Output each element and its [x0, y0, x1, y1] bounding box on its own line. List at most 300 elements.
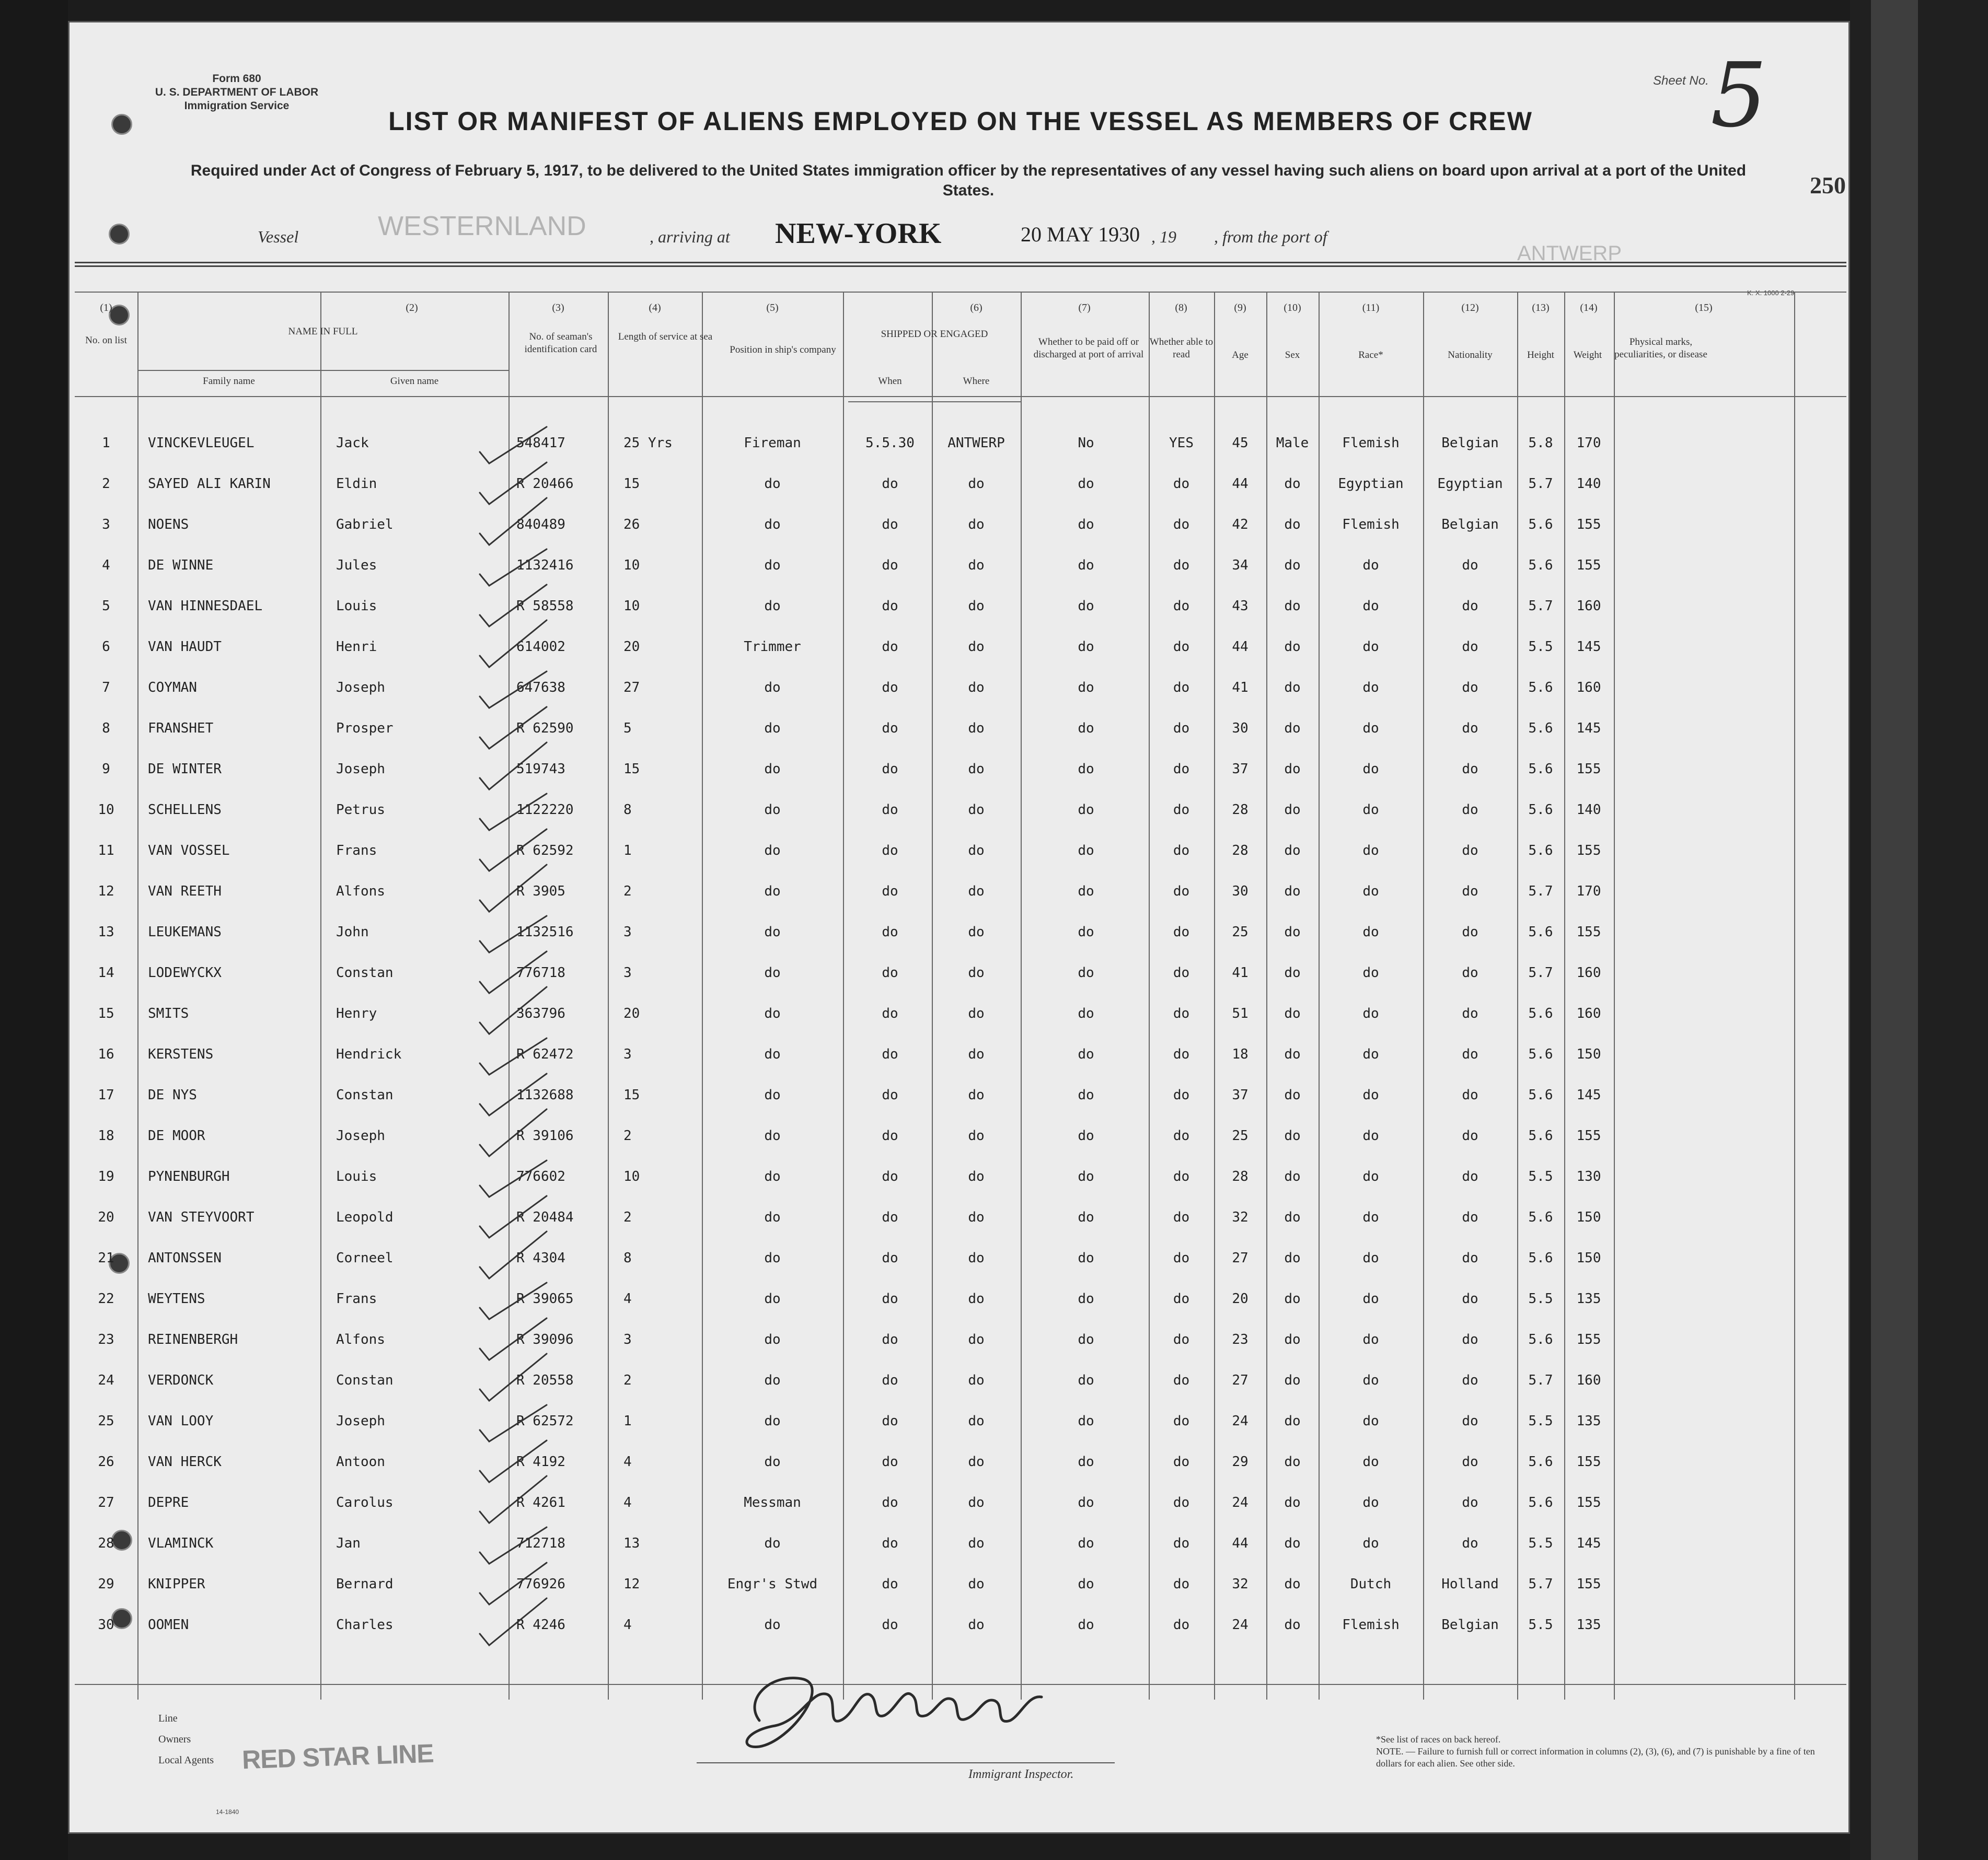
engaged-where: do — [968, 802, 985, 818]
weight: 135 — [1576, 1617, 1601, 1633]
id-card-number: 776718 — [516, 965, 565, 981]
id-card-number: 363796 — [516, 1006, 565, 1021]
nationality: Belgian — [1441, 517, 1499, 532]
given-name: Joseph — [336, 761, 385, 777]
paid-off: do — [1078, 843, 1094, 858]
header-shipped-engaged: SHIPPED OR ENGAGED — [881, 329, 988, 340]
able-to-read: do — [1173, 802, 1190, 818]
paid-off: do — [1078, 802, 1094, 818]
able-to-read: do — [1173, 1617, 1190, 1633]
row-number: 21 — [98, 1250, 114, 1266]
service-length: 3 — [623, 1332, 632, 1347]
paid-off: do — [1078, 884, 1094, 899]
check-mark — [480, 829, 547, 871]
height: 5.7 — [1528, 884, 1553, 899]
able-to-read: do — [1173, 1332, 1190, 1347]
nationality: do — [1462, 1413, 1478, 1429]
race: do — [1362, 1454, 1379, 1470]
given-name: Henri — [336, 639, 377, 655]
height: 5.6 — [1528, 1087, 1553, 1103]
paid-off: do — [1078, 1576, 1094, 1592]
sex: do — [1284, 924, 1301, 940]
row-number: 26 — [98, 1454, 114, 1470]
ship-position: do — [764, 1128, 781, 1144]
service-length: 1 — [623, 843, 632, 858]
paid-off: do — [1078, 1291, 1094, 1307]
race: do — [1362, 965, 1379, 981]
handwritten-check-marks — [75, 292, 1846, 1700]
weight: 135 — [1576, 1291, 1601, 1307]
sex: do — [1284, 1250, 1301, 1266]
engaged-when: do — [882, 1128, 898, 1144]
height: 5.5 — [1528, 1617, 1553, 1633]
family-name: WEYTENS — [148, 1291, 205, 1307]
race: do — [1362, 1047, 1379, 1062]
height: 5.6 — [1528, 680, 1553, 695]
weight: 150 — [1576, 1210, 1601, 1225]
engaged-where: do — [968, 476, 985, 492]
paid-off: do — [1078, 1169, 1094, 1184]
column-number: (8) — [1175, 302, 1187, 313]
ship-position: do — [764, 1617, 781, 1633]
header-position: Position in ship's company — [730, 344, 836, 355]
owners-label: Owners — [158, 1734, 191, 1745]
family-name: LODEWYCKX — [148, 965, 222, 981]
given-name: Hendrick — [336, 1047, 402, 1062]
able-to-read: do — [1173, 1128, 1190, 1144]
check-mark — [480, 549, 547, 586]
height: 5.6 — [1528, 1006, 1553, 1021]
nationality: do — [1462, 1169, 1478, 1184]
sheet-number: 5 — [1710, 44, 1767, 147]
ship-position: do — [764, 517, 781, 532]
height: 5.6 — [1528, 1047, 1553, 1062]
height: 5.7 — [1528, 476, 1553, 492]
nationality: do — [1462, 1373, 1478, 1388]
engaged-where: do — [968, 843, 985, 858]
engaged-when: do — [882, 1413, 898, 1429]
row-number: 17 — [98, 1087, 114, 1103]
service-length: 10 — [623, 1169, 640, 1184]
service-length: 4 — [623, 1617, 632, 1633]
race: do — [1362, 639, 1379, 655]
nationality: Belgian — [1441, 435, 1499, 451]
given-name: Alfons — [336, 884, 385, 899]
sex: do — [1284, 1373, 1301, 1388]
given-name: Joseph — [336, 1128, 385, 1144]
given-name: Jack — [336, 435, 369, 451]
family-name: SCHELLENS — [148, 802, 222, 818]
id-card-number: 776926 — [516, 1576, 565, 1592]
nationality: do — [1462, 761, 1478, 777]
family-name: REINENBERGH — [148, 1332, 238, 1347]
ship-position: do — [764, 884, 781, 899]
row-number: 25 — [98, 1413, 114, 1429]
column-number: (12) — [1461, 302, 1479, 313]
manifest-page — [68, 21, 1850, 1834]
row-number: 16 — [98, 1047, 114, 1062]
engaged-when: do — [882, 1495, 898, 1510]
height: 5.7 — [1528, 1373, 1553, 1388]
age: 44 — [1232, 476, 1249, 492]
ship-position: do — [764, 761, 781, 777]
family-name: DEPRE — [148, 1495, 189, 1510]
nationality: do — [1462, 1128, 1478, 1144]
given-name: John — [336, 924, 369, 940]
engaged-when: do — [882, 965, 898, 981]
family-name: SAYED ALI KARIN — [148, 476, 271, 492]
engaged-where: do — [968, 598, 985, 614]
row-number: 12 — [98, 884, 114, 899]
engaged-when: do — [882, 1454, 898, 1470]
column-number: (1) — [100, 302, 112, 313]
service-length: 15 — [623, 476, 640, 492]
given-name: Jules — [336, 557, 377, 573]
height: 5.7 — [1528, 965, 1553, 981]
race: do — [1362, 1332, 1379, 1347]
given-name: Frans — [336, 843, 377, 858]
race: do — [1362, 1169, 1379, 1184]
engaged-when: do — [882, 476, 898, 492]
nationality: do — [1462, 924, 1478, 940]
age: 34 — [1232, 557, 1249, 573]
service-length: 2 — [623, 1373, 632, 1388]
engaged-where: do — [968, 1495, 985, 1510]
ship-position: do — [764, 1169, 781, 1184]
engaged-where: do — [968, 965, 985, 981]
row-number: 27 — [98, 1495, 114, 1510]
ship-position: Fireman — [744, 435, 801, 451]
weight: 130 — [1576, 1169, 1601, 1184]
id-card-number: R 58558 — [516, 598, 574, 614]
ship-position: do — [764, 843, 781, 858]
footer-form-number: 14-1840 — [216, 1808, 239, 1816]
age: 41 — [1232, 680, 1249, 695]
weight: 170 — [1576, 884, 1601, 899]
row-number: 8 — [102, 720, 110, 736]
able-to-read: do — [1173, 1373, 1190, 1388]
sex: do — [1284, 1536, 1301, 1551]
height: 5.6 — [1528, 1454, 1553, 1470]
race: do — [1362, 1413, 1379, 1429]
weight: 145 — [1576, 1536, 1601, 1551]
service-length: 3 — [623, 1047, 632, 1062]
agent-stamp: RED STAR LINE — [241, 1738, 434, 1775]
family-name: VAN HAUDT — [148, 639, 222, 655]
weight: 155 — [1576, 924, 1601, 940]
age: 30 — [1232, 720, 1249, 736]
service: Immigration Service — [184, 100, 290, 112]
header-family-name: Family name — [203, 376, 255, 387]
ship-position: Trimmer — [744, 639, 801, 655]
engaged-when: do — [882, 1291, 898, 1307]
id-card-number: 840489 — [516, 517, 565, 532]
header-where: Where — [963, 376, 990, 387]
engaged-when: do — [882, 1250, 898, 1266]
paid-off: do — [1078, 1617, 1094, 1633]
race: Flemish — [1342, 1617, 1400, 1633]
check-mark — [480, 1527, 547, 1564]
family-name: DE NYS — [148, 1087, 197, 1103]
column-number: (11) — [1362, 302, 1380, 313]
ship-position: do — [764, 1047, 781, 1062]
engaged-where: do — [968, 1006, 985, 1021]
scan-margin-left — [0, 0, 68, 1860]
id-card-number: R 4246 — [516, 1617, 565, 1633]
check-mark — [480, 742, 547, 789]
page-subtitle: Required under Act of Congress of February 5, 1917, to be delivered to the United States immigration officer by the representatives of any vessel having such aliens on board upon arrival at a port of the United States. — [190, 162, 1747, 199]
race: Dutch — [1350, 1576, 1392, 1592]
paid-off: do — [1078, 761, 1094, 777]
family-name: VERDONCK — [148, 1373, 214, 1388]
race: do — [1362, 720, 1379, 736]
able-to-read: do — [1173, 965, 1190, 981]
family-name: SMITS — [148, 1006, 189, 1021]
ship-position: do — [764, 557, 781, 573]
age: 32 — [1232, 1576, 1249, 1592]
engaged-where: do — [968, 1291, 985, 1307]
given-name: Charles — [336, 1617, 394, 1633]
paid-off: do — [1078, 476, 1094, 492]
family-name: COYMAN — [148, 680, 197, 695]
ship-position: do — [764, 924, 781, 940]
ship-position: do — [764, 1006, 781, 1021]
sex: do — [1284, 965, 1301, 981]
local-agents-label: Local Agents — [158, 1754, 214, 1766]
height: 5.7 — [1528, 1576, 1553, 1592]
sex: Male — [1276, 435, 1309, 451]
service-length: 8 — [623, 1250, 632, 1266]
engaged-when: do — [882, 1006, 898, 1021]
family-name: VAN STEYVOORT — [148, 1210, 255, 1225]
given-name: Jan — [336, 1536, 361, 1551]
from-port-label: , from the port of — [1214, 227, 1327, 246]
nationality: do — [1462, 1087, 1478, 1103]
family-name: PYNENBURGH — [148, 1169, 230, 1184]
check-mark — [480, 951, 547, 993]
weight: 155 — [1576, 517, 1601, 532]
id-card-number: 712718 — [516, 1536, 565, 1551]
engaged-when: do — [882, 517, 898, 532]
engaged-when: do — [882, 1169, 898, 1184]
races-note: *See list of races on back hereof. — [1376, 1734, 1501, 1745]
nationality: Belgian — [1441, 1617, 1499, 1633]
family-name: KNIPPER — [148, 1576, 205, 1592]
service-length: 8 — [623, 802, 632, 818]
able-to-read: do — [1173, 639, 1190, 655]
id-card-number: R 62592 — [516, 843, 574, 858]
weight: 160 — [1576, 1373, 1601, 1388]
race: do — [1362, 761, 1379, 777]
weight: 160 — [1576, 965, 1601, 981]
weight: 160 — [1576, 680, 1601, 695]
engaged-where: do — [968, 1617, 985, 1633]
height: 5.6 — [1528, 1250, 1553, 1266]
nationality: do — [1462, 965, 1478, 981]
ship-position: do — [764, 1413, 781, 1429]
id-card-number: R 39096 — [516, 1332, 574, 1347]
weight: 155 — [1576, 761, 1601, 777]
given-name: Carolus — [336, 1495, 394, 1510]
race: do — [1362, 802, 1379, 818]
height: 5.5 — [1528, 1291, 1553, 1307]
engaged-when: do — [882, 1536, 898, 1551]
check-mark — [480, 1196, 547, 1238]
able-to-read: YES — [1169, 435, 1194, 451]
age: 44 — [1232, 639, 1249, 655]
able-to-read: do — [1173, 1006, 1190, 1021]
row-number: 4 — [102, 557, 110, 573]
engaged-where: do — [968, 1210, 985, 1225]
id-card-number: R 3905 — [516, 884, 565, 899]
check-mark — [480, 794, 547, 830]
family-name: LEUKEMANS — [148, 924, 222, 940]
paid-off: do — [1078, 557, 1094, 573]
able-to-read: do — [1173, 1495, 1190, 1510]
engaged-when: do — [882, 557, 898, 573]
able-to-read: do — [1173, 680, 1190, 695]
divider — [75, 265, 1846, 267]
race: do — [1362, 1087, 1379, 1103]
age: 44 — [1232, 1536, 1249, 1551]
service-length: 20 — [623, 639, 640, 655]
sex: do — [1284, 1495, 1301, 1510]
check-mark — [480, 620, 547, 667]
engaged-when: do — [882, 1617, 898, 1633]
race: Egyptian — [1338, 476, 1404, 492]
divider — [75, 262, 1846, 263]
able-to-read: do — [1173, 1536, 1190, 1551]
engaged-when: 5.5.30 — [865, 435, 915, 451]
sheet-label: Sheet No. — [1653, 74, 1709, 88]
family-name: VAN LOOY — [148, 1413, 214, 1429]
ship-position: do — [764, 1291, 781, 1307]
service-length: 4 — [623, 1495, 632, 1510]
able-to-read: do — [1173, 1576, 1190, 1592]
age: 43 — [1232, 598, 1249, 614]
race: do — [1362, 1006, 1379, 1021]
weight: 150 — [1576, 1250, 1601, 1266]
header-no-on-list: No. on list — [85, 335, 127, 346]
height: 5.6 — [1528, 557, 1553, 573]
able-to-read: do — [1173, 1413, 1190, 1429]
sex: do — [1284, 1006, 1301, 1021]
able-to-read: do — [1173, 476, 1190, 492]
engaged-where: do — [968, 1087, 985, 1103]
able-to-read: do — [1173, 884, 1190, 899]
service-length: 4 — [623, 1454, 632, 1470]
given-name: Leopold — [336, 1210, 394, 1225]
nationality: do — [1462, 639, 1478, 655]
id-card-number: R 39065 — [516, 1291, 574, 1307]
id-card-number: R 39106 — [516, 1128, 574, 1144]
row-number: 7 — [102, 680, 110, 695]
nationality: Egyptian — [1437, 476, 1503, 492]
family-name: DE MOOR — [148, 1128, 205, 1144]
engaged-where: do — [968, 680, 985, 695]
sex: do — [1284, 1332, 1301, 1347]
given-name: Antoon — [336, 1454, 385, 1470]
paid-off: do — [1078, 1332, 1094, 1347]
weight: 155 — [1576, 843, 1601, 858]
engaged-when: do — [882, 1210, 898, 1225]
nationality: do — [1462, 1047, 1478, 1062]
check-mark — [480, 585, 547, 626]
age: 30 — [1232, 884, 1249, 899]
paid-off: do — [1078, 1087, 1094, 1103]
nationality: do — [1462, 802, 1478, 818]
ship-position: do — [764, 1210, 781, 1225]
sex: do — [1284, 843, 1301, 858]
race: do — [1362, 557, 1379, 573]
row-number: 28 — [98, 1536, 114, 1551]
weight: 170 — [1576, 435, 1601, 451]
id-card-number: 1132416 — [516, 557, 574, 573]
signature-line — [697, 1762, 1115, 1763]
age: 32 — [1232, 1210, 1249, 1225]
weight: 160 — [1576, 1006, 1601, 1021]
given-name: Eldin — [336, 476, 377, 492]
check-mark — [480, 1598, 547, 1645]
inspector-signature — [728, 1642, 1094, 1757]
vessel-label: Vessel — [258, 227, 299, 246]
id-card-number: R 20466 — [516, 476, 574, 492]
ship-position: do — [764, 1087, 781, 1103]
engaged-where: do — [968, 1576, 985, 1592]
nationality: do — [1462, 598, 1478, 614]
sex: do — [1284, 639, 1301, 655]
family-name: VAN REETH — [148, 884, 222, 899]
nationality: do — [1462, 1006, 1478, 1021]
engaged-where: do — [968, 1047, 985, 1062]
ship-position: do — [764, 1332, 781, 1347]
column-number: (7) — [1078, 302, 1091, 313]
family-name: VLAMINCK — [148, 1536, 214, 1551]
row-number: 14 — [98, 965, 114, 981]
race: do — [1362, 680, 1379, 695]
check-mark — [480, 1231, 547, 1278]
given-name: Petrus — [336, 802, 385, 818]
nationality: do — [1462, 1332, 1478, 1347]
age: 29 — [1232, 1454, 1249, 1470]
nationality: do — [1462, 1536, 1478, 1551]
given-name: Constan — [336, 1373, 394, 1388]
scan-margin-right — [1850, 0, 1988, 1860]
department: U. S. DEPARTMENT OF LABOR — [155, 86, 319, 98]
nationality: do — [1462, 884, 1478, 899]
engaged-when: do — [882, 1332, 898, 1347]
id-card-number: 647638 — [516, 680, 565, 695]
engaged-when: do — [882, 884, 898, 899]
weight: 160 — [1576, 598, 1601, 614]
row-number: 20 — [98, 1210, 114, 1225]
weight: 155 — [1576, 1495, 1601, 1510]
height: 5.6 — [1528, 517, 1553, 532]
paid-off: do — [1078, 720, 1094, 736]
given-name: Louis — [336, 598, 377, 614]
race: do — [1362, 1495, 1379, 1510]
height: 5.6 — [1528, 802, 1553, 818]
check-mark — [480, 1354, 547, 1401]
column-number: (10) — [1284, 302, 1301, 313]
check-mark — [480, 1160, 547, 1197]
able-to-read: do — [1173, 720, 1190, 736]
nationality: do — [1462, 843, 1478, 858]
check-mark — [480, 1318, 547, 1360]
sex: do — [1284, 517, 1301, 532]
able-to-read: do — [1173, 1454, 1190, 1470]
ship-position: do — [764, 1373, 781, 1388]
